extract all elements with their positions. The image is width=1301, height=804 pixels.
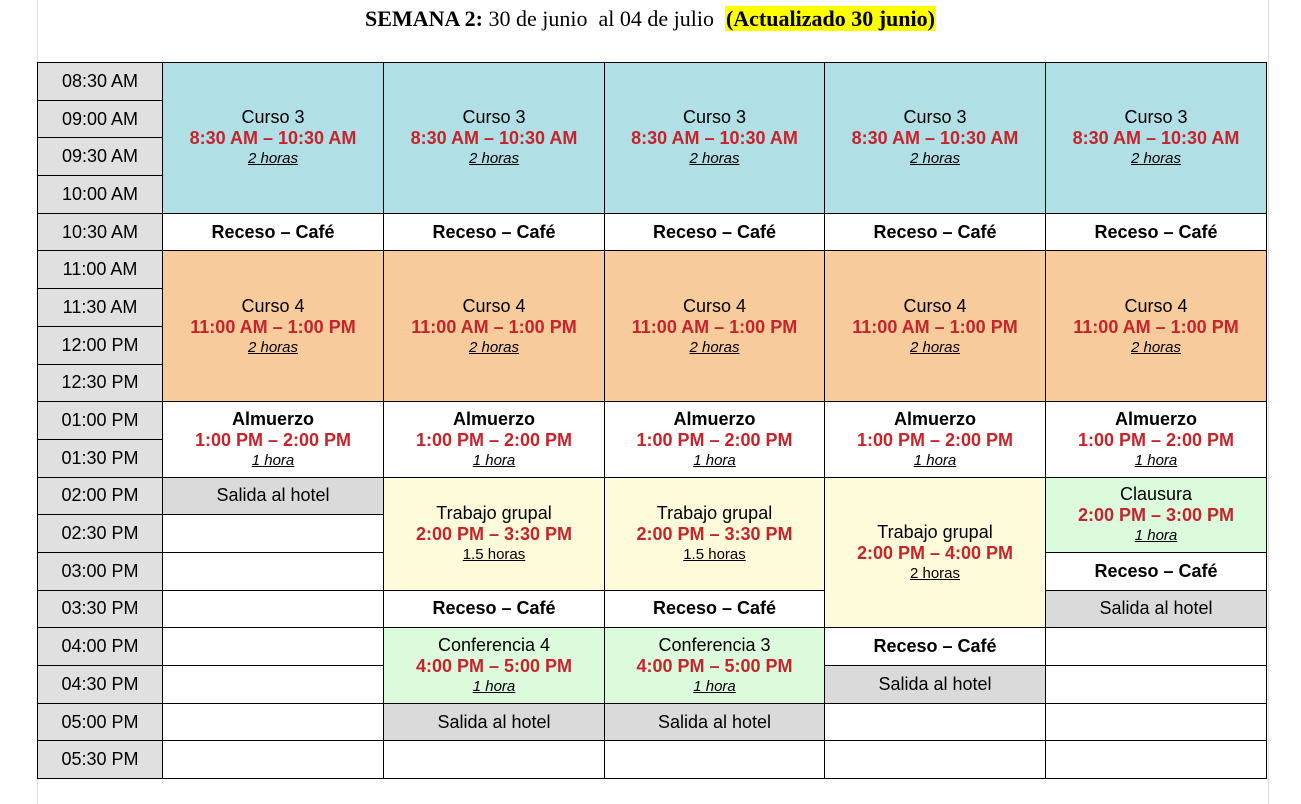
event-curso-4 — [1046, 251, 1267, 402]
event-duration: 2 horas — [689, 150, 740, 168]
event-duration: 1 hora — [472, 678, 516, 695]
event-title: Almuerzo — [673, 408, 756, 429]
empty-cell — [163, 515, 384, 553]
event-duration: 1 hora — [913, 451, 957, 469]
event-title: Almuerzo — [1114, 408, 1197, 429]
event-receso: Receso – Café — [605, 213, 825, 251]
event-duration: 2 horas — [909, 564, 961, 582]
event-salida-hotel: Salida al hotel — [605, 703, 825, 741]
event-title: Trabajo grupal — [436, 503, 552, 524]
table-row — [38, 213, 1267, 251]
empty-cell — [163, 590, 384, 628]
event-title: Curso 4 — [241, 295, 305, 316]
event-time: 8:30 AM – 10:30 AM — [851, 128, 1019, 149]
time-slot: 05:00 PM — [38, 703, 163, 741]
event-almuerzo — [605, 402, 825, 477]
event-curso-4 — [384, 251, 605, 402]
time-slot: 11:30 AM — [38, 289, 163, 327]
week-label: SEMANA 2: — [365, 6, 483, 31]
event-salida-hotel: Salida al hotel — [1046, 590, 1267, 628]
time-slot: 10:30 AM — [38, 213, 163, 251]
event-time: 1:00 PM – 2:00 PM — [636, 429, 793, 450]
event-duration: 2 horas — [1130, 338, 1182, 356]
event-title: Curso 3 — [903, 107, 967, 128]
table-row — [38, 628, 1267, 666]
empty-cell — [1046, 703, 1267, 741]
event-time: 8:30 AM – 10:30 AM — [1072, 128, 1240, 149]
event-time: 8:30 AM – 10:30 AM — [410, 128, 578, 149]
event-salida-hotel: Salida al hotel — [163, 477, 384, 515]
time-slot: 04:00 PM — [38, 628, 163, 666]
empty-cell — [163, 741, 384, 779]
event-almuerzo — [825, 402, 1046, 477]
event-receso: Receso – Café — [1046, 213, 1267, 251]
event-duration: 1.5 horas — [683, 546, 746, 564]
event-almuerzo — [163, 402, 384, 477]
table-row — [38, 251, 1267, 289]
empty-cell — [163, 666, 384, 704]
event-title: Almuerzo — [452, 408, 535, 429]
event-duration: 2 horas — [909, 338, 961, 356]
event-title: Trabajo grupal — [877, 521, 993, 542]
table-row — [38, 703, 1267, 741]
event-title: Trabajo grupal — [656, 503, 773, 524]
event-almuerzo — [1046, 402, 1267, 477]
time-slot: 12:00 PM — [38, 326, 163, 364]
event-title: Curso 4 — [903, 295, 967, 316]
schedule-table — [37, 62, 1267, 779]
event-clausura — [1046, 477, 1267, 552]
event-curso-3 — [605, 63, 825, 214]
event-time: 1:00 PM – 2:00 PM — [194, 429, 352, 450]
event-salida-hotel: Salida al hotel — [825, 666, 1046, 704]
event-title: Curso 4 — [462, 295, 526, 316]
event-time: 8:30 AM – 10:30 AM — [631, 128, 798, 149]
time-slot: 04:30 PM — [38, 666, 163, 704]
event-time: 2:00 PM – 3:00 PM — [1077, 505, 1235, 526]
time-slot: 11:00 AM — [38, 251, 163, 289]
time-slot: 05:30 PM — [38, 741, 163, 779]
empty-cell — [825, 741, 1046, 779]
event-time: 11:00 AM – 1:00 PM — [190, 316, 356, 337]
event-duration: 1 hora — [1134, 527, 1178, 545]
event-title: Conferencia 4 — [437, 635, 551, 655]
time-slot: 01:30 PM — [38, 439, 163, 477]
event-duration: 2 horas — [689, 338, 740, 356]
event-duration: 1 hora — [693, 678, 736, 695]
page-title — [0, 4, 1301, 34]
event-title: Curso 3 — [462, 107, 526, 128]
table-row — [38, 63, 1267, 101]
time-slot: 09:00 AM — [38, 100, 163, 138]
event-time: 11:00 AM – 1:00 PM — [1073, 316, 1239, 337]
table-row — [38, 741, 1267, 779]
event-conferencia-3 — [605, 628, 825, 703]
time-slot: 02:00 PM — [38, 477, 163, 515]
table-row — [38, 590, 1267, 628]
event-curso-3 — [825, 63, 1046, 214]
event-time: 4:00 PM – 5:00 PM — [415, 656, 573, 676]
event-duration: 1 hora — [472, 451, 516, 469]
event-duration: 2 horas — [247, 150, 299, 168]
event-title: Conferencia 3 — [658, 635, 771, 655]
time-slot: 03:00 PM — [38, 552, 163, 590]
event-title: Curso 3 — [241, 107, 305, 128]
event-receso: Receso – Café — [605, 590, 825, 628]
event-time: 2:00 PM – 4:00 PM — [856, 542, 1014, 563]
time-slot: 08:30 AM — [38, 63, 163, 101]
event-time: 1:00 PM – 2:00 PM — [415, 429, 573, 450]
event-title: Clausura — [1119, 484, 1193, 505]
event-duration: 1 hora — [1134, 451, 1178, 469]
event-receso: Receso – Café — [825, 213, 1046, 251]
event-curso-3 — [1046, 63, 1267, 214]
event-duration: 1.5 horas — [462, 546, 526, 564]
event-curso-4 — [825, 251, 1046, 402]
time-slot: 02:30 PM — [38, 515, 163, 553]
empty-cell — [1046, 666, 1267, 704]
event-curso-3 — [163, 63, 384, 214]
event-almuerzo — [384, 402, 605, 477]
event-trabajo-grupal — [825, 477, 1046, 628]
empty-cell — [605, 741, 825, 779]
table-row — [38, 402, 1267, 440]
empty-cell — [825, 703, 1046, 741]
empty-cell — [163, 552, 384, 590]
table-row — [38, 477, 1267, 515]
event-time: 11:00 AM – 1:00 PM — [852, 316, 1018, 337]
event-time: 11:00 AM – 1:00 PM — [631, 316, 798, 337]
event-time: 1:00 PM – 2:00 PM — [1077, 429, 1235, 450]
event-receso: Receso – Café — [1046, 552, 1267, 590]
empty-cell — [1046, 741, 1267, 779]
event-title: Almuerzo — [231, 408, 314, 429]
event-title: Curso 3 — [1124, 107, 1188, 128]
event-time: 11:00 AM – 1:00 PM — [411, 316, 577, 337]
event-duration: 1 hora — [693, 451, 736, 469]
event-title: Curso 4 — [682, 295, 747, 316]
event-trabajo-grupal — [605, 477, 825, 590]
event-title: Almuerzo — [893, 408, 976, 429]
event-receso: Receso – Café — [825, 628, 1046, 666]
event-trabajo-grupal — [384, 477, 605, 590]
event-receso: Receso – Café — [384, 213, 605, 251]
time-slot: 09:30 AM — [38, 138, 163, 176]
event-duration: 2 horas — [468, 150, 520, 168]
empty-cell — [384, 741, 605, 779]
event-salida-hotel: Salida al hotel — [384, 703, 605, 741]
event-curso-4 — [163, 251, 384, 402]
update-note: (Actualizado 30 junio) — [725, 6, 935, 31]
event-time: 2:00 PM – 3:30 PM — [636, 524, 793, 545]
event-duration: 2 horas — [909, 150, 961, 168]
event-title: Curso 4 — [1124, 295, 1188, 316]
event-time: 8:30 AM – 10:30 AM — [189, 128, 357, 149]
event-time: 2:00 PM – 3:30 PM — [415, 524, 573, 545]
event-time: 4:00 PM – 5:00 PM — [636, 656, 793, 676]
event-curso-3 — [384, 63, 605, 214]
event-duration: 1 hora — [251, 451, 295, 469]
empty-cell — [1046, 628, 1267, 666]
event-duration: 2 horas — [1130, 150, 1182, 168]
event-curso-4 — [605, 251, 825, 402]
empty-cell — [163, 628, 384, 666]
event-duration: 2 horas — [468, 338, 520, 356]
time-slot: 10:00 AM — [38, 176, 163, 214]
event-title: Curso 3 — [682, 107, 747, 128]
event-receso: Receso – Café — [384, 590, 605, 628]
empty-cell — [163, 703, 384, 741]
time-slot: 12:30 PM — [38, 364, 163, 402]
event-receso: Receso – Café — [163, 213, 384, 251]
time-slot: 01:00 PM — [38, 402, 163, 440]
time-slot: 03:30 PM — [38, 590, 163, 628]
event-duration: 2 horas — [247, 338, 299, 356]
event-time: 1:00 PM – 2:00 PM — [856, 429, 1014, 450]
event-conferencia-4 — [384, 628, 605, 703]
week-dates: 30 de junio al 04 de julio — [482, 6, 725, 31]
